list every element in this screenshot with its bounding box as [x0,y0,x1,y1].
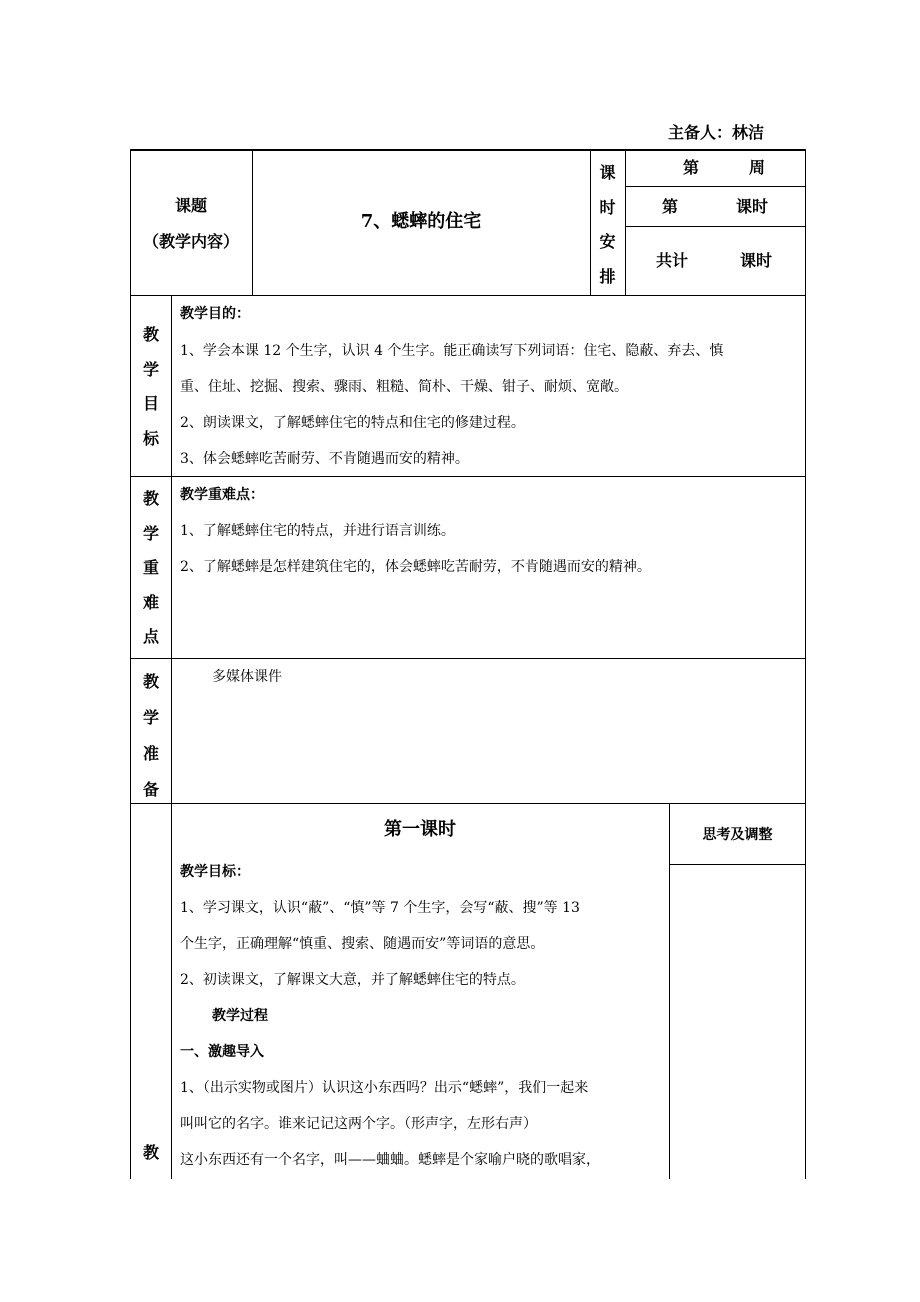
schedule-label-char: 排 [599,266,616,286]
section-title: 第一课时 [384,819,456,840]
row-sep-1 [130,295,806,296]
key-points-line: 1、了解蟋蟀住宅的特点，并进行语言训练。 [180,523,455,539]
schedule-label [589,156,626,294]
objectives-line: 3、体会蟋蟀吃苦耐劳、不肯随遇而安的精神。 [180,451,469,467]
key-points-line: 2、了解蟋蟀是怎样建筑住宅的，体会蟋蟀吃苦耐劳，不肯随遇而安的精神。 [180,559,651,575]
topic-label: 课题 [174,196,207,215]
objectives-line: 1、学会本课 12 个生字，认识 4 个生字。能正确读写下列词语：住宅、隐蔽、弃去、慎 [180,343,724,359]
objectives-heading: 教学目的： [180,306,250,322]
process-objective-line: 2、初读课文，了解课文大意，并了解蟋蟀住宅的特点。 [180,972,525,988]
lesson-title: 7、蟋蟀的住宅 [360,211,482,232]
key-points-label-char: 难 [142,592,159,612]
key-points-heading: 教学重难点： [180,487,264,503]
week-prefix: 第 [683,158,700,177]
objectives-label-char: 标 [142,428,159,448]
key-points-label-char: 重 [142,558,159,577]
preparation-label-char: 教 [142,672,159,691]
side-heading-divider [669,864,806,865]
process-objective-heading: 教学目标： [180,864,250,880]
period-suffix: 课时 [736,197,769,216]
topic-sublabel: （教学内容） [142,232,239,251]
step-line: 叫叫它的名字。谁来记记这两个字。（形声字，左形右声） [180,1116,537,1132]
objectives-label [131,318,171,456]
side-heading: 思考及调整 [702,827,773,843]
table-top-border [130,149,806,151]
divider-week [625,186,805,187]
step-line: 1、（出示实物或图片）认识这小东西吗？出示“蟋蟀”，我们一起来 [180,1080,589,1096]
key-points-label-char: 教 [142,489,159,508]
row-sep-2 [130,476,806,477]
preparation-label-char: 学 [142,708,159,727]
step-heading: 一、激趣导入 [180,1044,264,1060]
schedule-label-char: 安 [599,232,616,251]
key-points-label-char: 学 [142,523,159,543]
row-sep-3 [130,658,806,659]
process-objective-line: 1、学习课文，认识“蔽”、“慎”等 7 个生字，会写“蔽、搜”等 13 [180,900,580,916]
process-objective-line: 个生字，正确理解“慎重、搜索、随遇而安”等词语的意思。 [180,936,545,952]
schedule-label-char: 时 [599,197,616,217]
total-suffix: 课时 [740,251,773,270]
total-prefix: 共计 [656,251,689,270]
objectives-label-char: 学 [142,359,159,379]
label-column-divider [171,295,172,1179]
process-heading: 教学过程 [212,1008,268,1024]
objectives-label-char: 教 [142,325,159,344]
preparation-label [131,664,171,808]
row-sep-4 [130,803,806,804]
preparation-content: 多媒体课件 [212,669,282,685]
preparation-label-char: 准 [142,744,159,763]
key-points-label-char: 点 [142,627,159,646]
key-points-label [131,482,171,655]
preparer-label: 主备人：林洁 [668,123,765,142]
divider-period [625,226,805,227]
period-prefix: 第 [662,197,679,216]
preparation-label-char: 备 [142,780,159,799]
schedule-label-char: 课 [599,163,616,182]
objectives-label-char: 目 [142,394,159,413]
week-suffix: 周 [749,158,766,177]
process-label: 教 [142,1143,159,1162]
objectives-line: 2、朗读课文，了解蟋蟀住宅的特点和住宅的修建过程。 [180,415,525,431]
step-line: 这小东西还有一个名字，叫——蛐蛐。蟋蟀是个家喻户晓的歌唱家， [180,1152,600,1168]
table-right-border [805,149,806,1179]
objectives-line: 重、住址、挖掘、搜索、骤雨、粗糙、简朴、干燥、钳子、耐烦、宽敞。 [180,379,628,395]
side-column-divider [669,803,670,1179]
